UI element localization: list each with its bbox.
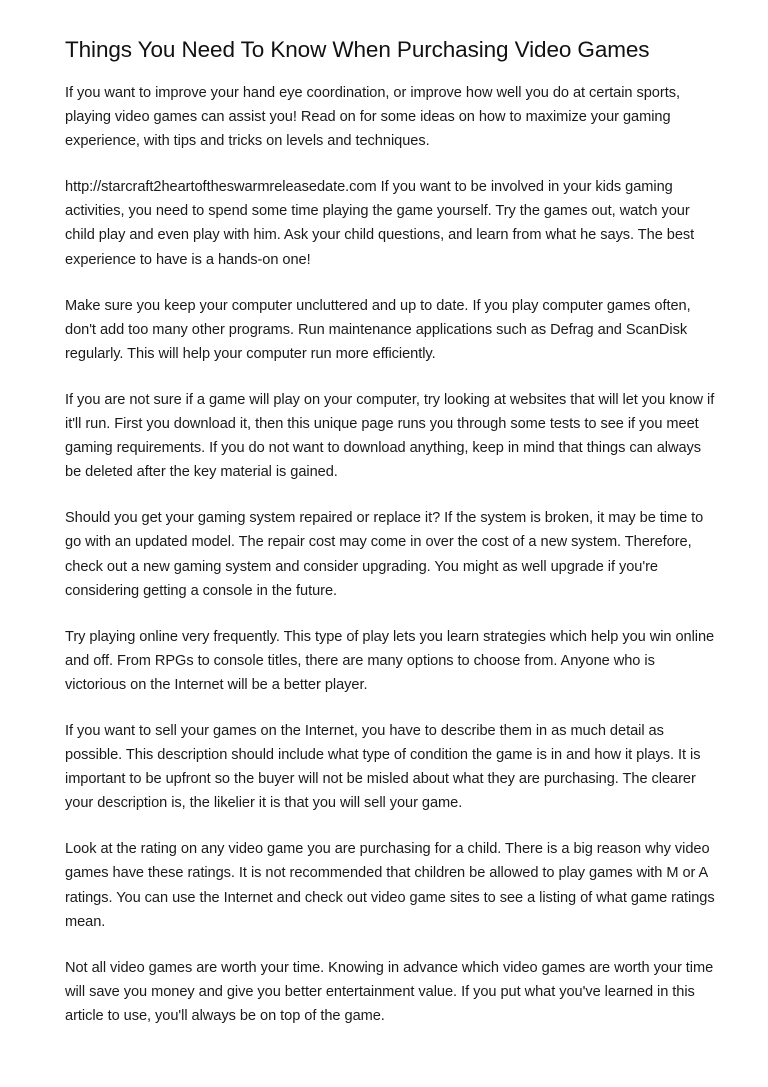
document-page (65, 36, 715, 1050)
paragraph-8: Look at the rating on any video game you are purchasing for a child. There is a big reason why video games have these ratings. It is not recommended that children be allowed to play games with M or A ratings. You can use the Internet and check out video game sites to see a listing of what game ratings mean. (65, 841, 715, 930)
paragraph-3: Make sure you keep your computer uncluttered and up to date. If you play computer games often, don't add too many other programs. Run maintenance applications such as Defrag and ScanDisk regularly. This will help your computer run more efficiently. (65, 297, 691, 362)
paragraph-2: http://starcraft2heartoftheswarmreleasedate.com If you want to be involved in your kids gaming activities, you need to spend some time playing the game yourself. Try the games out, watch your child play and even play with him. Ask your child questions, and learn from what he says. The best experience to have is a hands-on one! (65, 179, 695, 268)
paragraph-6: Try playing online very frequently. This type of play lets you learn strategies which help you win online and off. From RPGs to console titles, there are many options to choose from. Anyone who is victorious on the Internet will be a better player. (65, 628, 715, 693)
paragraph-5: Should you get your gaming system repaired or replace it? If the system is broken, it may be time to go with an updated model. The repair cost may come in over the cost of a new system. Therefore, check out a new gaming system and consider upgrading. You might as well upgrade if you're considering getting a console in the future. (65, 510, 704, 599)
paragraph-9: Not all video games are worth your time. Knowing in advance which video games are worth your time will save you money and give you better entertainment value. If you put what you've learned in this article to use, you'll always be on top of the game. (65, 959, 714, 1024)
paragraph-1: If you want to improve your hand eye coordination, or improve how well you do at certain sports, playing video games can assist you! Read on for some ideas on how to maximize your gaming experience, with tips and tricks on levels and techniques. (65, 85, 680, 150)
document-title: Things You Need To Know When Purchasing Video Games (65, 37, 650, 62)
paragraph-4: If you are not sure if a game will play on your computer, try looking at websites that will let you know if it'll run. First you download it, then this unique page runs you through some tests to see if you meet gaming requirements. If you do not want to download anything, keep in mind that things can always be deleted after the key material is gained. (65, 391, 715, 481)
document-body (65, 81, 715, 1028)
paragraph-7: If you want to sell your games on the Internet, you have to describe them in as much detail as possible. This description should include what type of condition the game is in and how it plays. It is important to be upfront so the buyer will not be misled about what they are purchasing. The clearer your description is, the likelier it is that you will sell your game. (65, 722, 701, 812)
